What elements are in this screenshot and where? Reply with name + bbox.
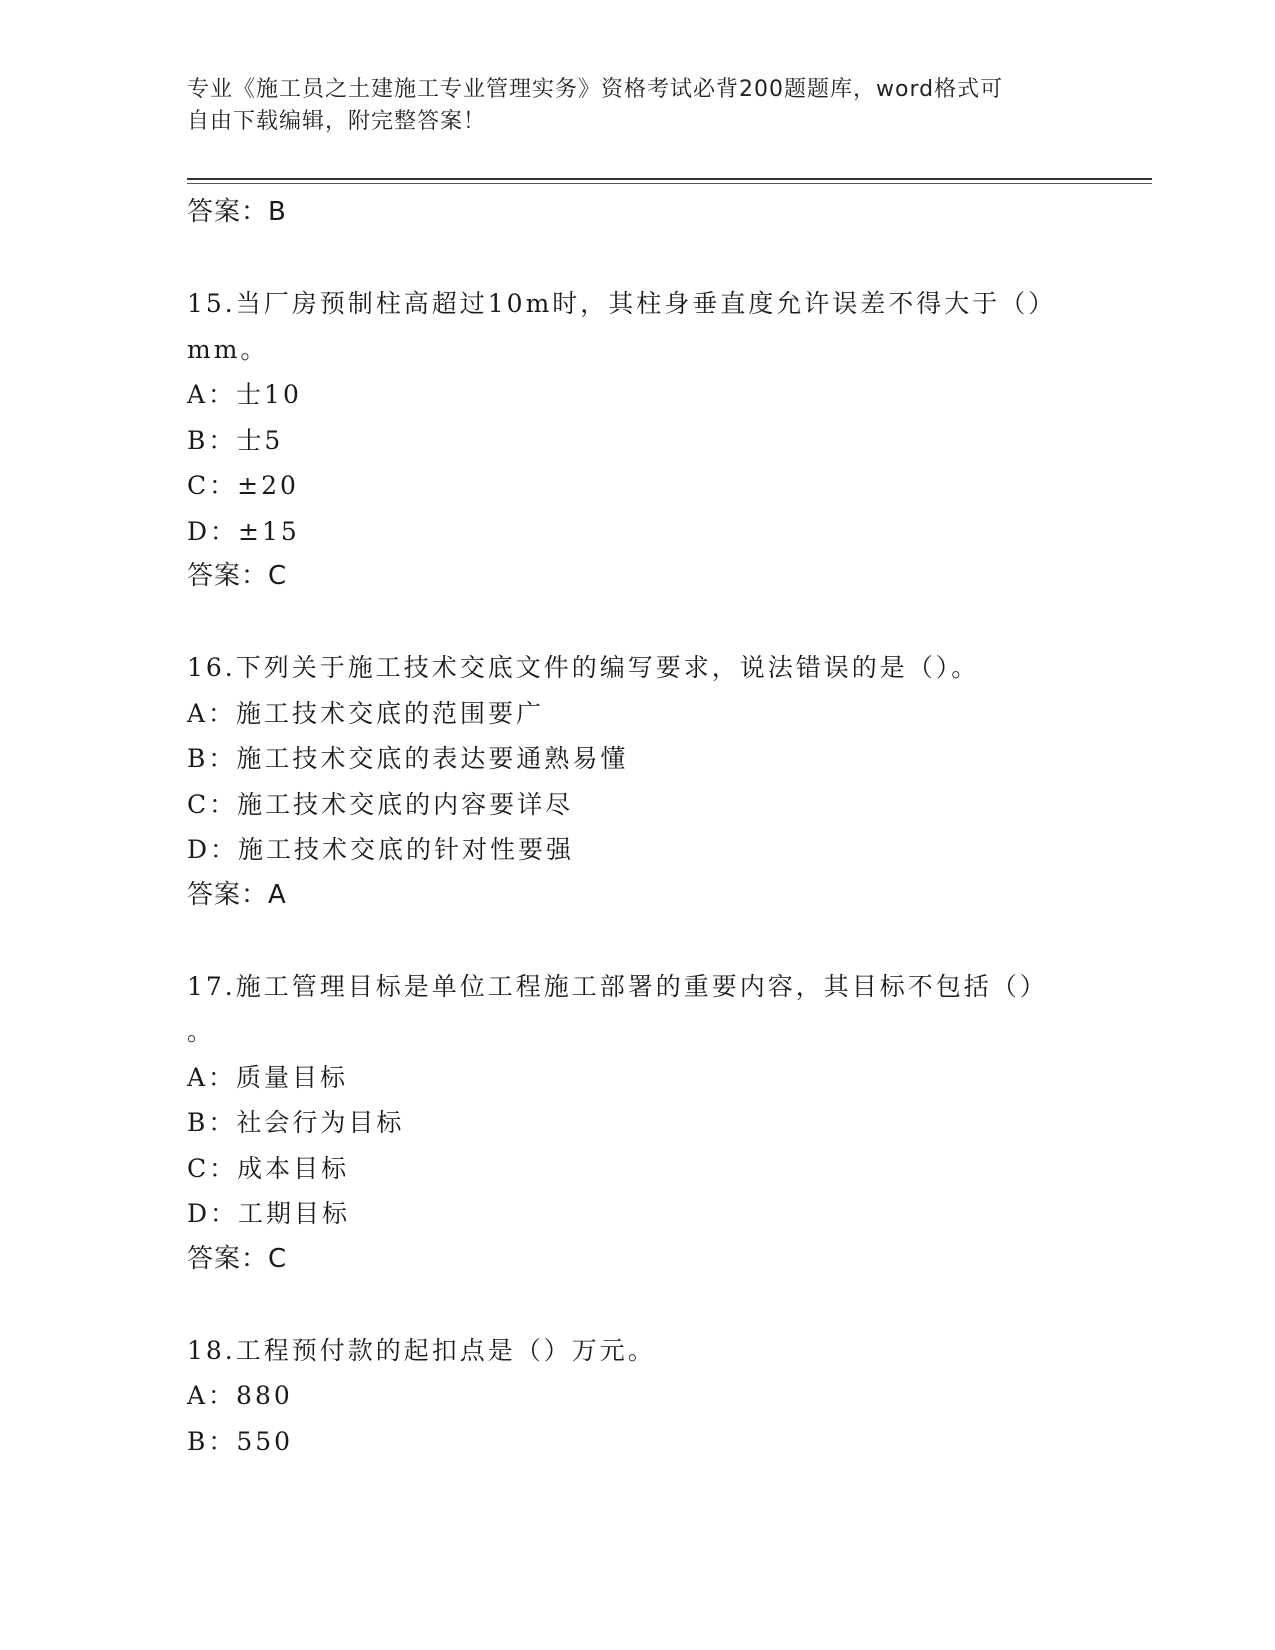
option-d: D：工期目标 (187, 1199, 351, 1228)
question-stem: 15.当厂房预制柱高超过10m时，其柱身垂直度允许误差不得大于（） (187, 289, 1057, 318)
question-stem-continued: mm。 (187, 334, 269, 364)
option-d: D：施工技术交底的针对性要强 (187, 835, 575, 864)
question-stem-continued: 。 (187, 1017, 216, 1046)
spacer (187, 600, 1087, 646)
question-17 (187, 964, 1087, 1283)
option-c: C：±20 (187, 471, 299, 500)
option-b: B：550 (187, 1426, 294, 1456)
answer: 答案：C (187, 561, 288, 591)
question-stem: 18.工程预付款的起扣点是（）万元。 (187, 1335, 656, 1365)
option-c: C：施工技术交底的内容要详尽 (187, 789, 574, 819)
question-stem: 17.施工管理目标是单位工程施工部署的重要内容，其目标不包括（） (187, 971, 1048, 1001)
header-line-1: 专业《施工员之土建施工专业管理实务》资格考试必背200题题库，word格式可 (187, 77, 1004, 102)
previous-answer: 答案：B (187, 197, 287, 227)
question-16 (187, 645, 1087, 918)
header-line-2: 自由下载编辑，附完整答案！ (187, 109, 487, 134)
spacer (187, 918, 1087, 964)
option-b: B：施工技术交底的表达要通熟易懂 (187, 744, 629, 773)
option-a: A：质量目标 (187, 1062, 349, 1092)
answer: 答案：A (187, 879, 287, 910)
spacer (187, 236, 1087, 282)
header-divider-thick (187, 178, 1152, 180)
option-b: B：士5 (187, 425, 284, 455)
header-divider-thin (187, 183, 1152, 184)
option-a: A：施工技术交底的范围要广 (187, 698, 545, 728)
document-header (187, 74, 1067, 138)
question-18 (187, 1328, 1087, 1465)
option-d: D：±15 (187, 516, 300, 546)
option-a: A：880 (187, 1381, 293, 1410)
question-15 (187, 281, 1087, 600)
question-stem: 16.下列关于施工技术交底文件的编写要求，说法错误的是（）。 (187, 653, 980, 682)
option-c: C：成本目标 (187, 1153, 350, 1183)
answer: 答案：C (187, 1243, 288, 1274)
document-body (187, 190, 1087, 1464)
option-b: B：社会行为目标 (187, 1108, 405, 1137)
option-a: A：士10 (187, 380, 302, 409)
spacer (187, 1282, 1087, 1328)
